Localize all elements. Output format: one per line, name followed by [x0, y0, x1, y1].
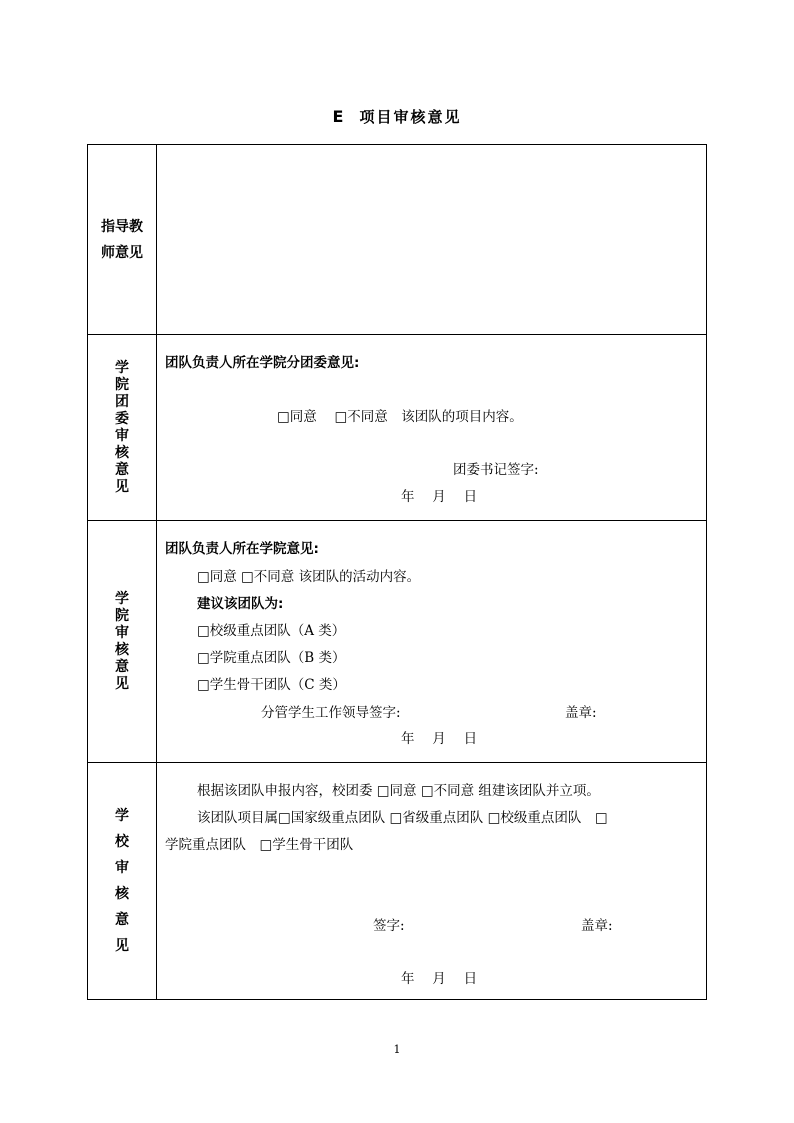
college-signature: 分管学生工作领导签字: — [261, 705, 401, 721]
review-form-table — [87, 144, 707, 1000]
college-row — [88, 521, 707, 763]
teacher-label — [88, 214, 156, 266]
college-option-a[interactable]: □校级重点团队（A 类） — [197, 623, 346, 639]
youth-league-row — [88, 335, 707, 521]
school-line2[interactable]: 该团队项目属□国家级重点团队 □省级重点团队 □校级重点团队 □ — [197, 810, 608, 826]
page-number: 1 — [393, 1043, 401, 1056]
youth-league-signature: 团委书记签字: — [453, 462, 539, 478]
college-option-c[interactable]: □学生骨干团队（C 类） — [197, 677, 346, 693]
school-line3[interactable]: 学院重点团队 □学生骨干团队 — [165, 837, 354, 853]
teacher-label-line2: 师意见 — [101, 244, 143, 261]
appendix-letter: E — [332, 107, 346, 126]
youth-league-opinion-cell — [157, 335, 707, 521]
college-opinion-cell — [157, 521, 707, 763]
school-seal: 盖章: — [581, 918, 613, 934]
college-date: 年 月 日 — [401, 731, 478, 747]
college-seal: 盖章: — [565, 705, 597, 721]
school-signature: 签字: — [373, 918, 405, 934]
school-label-cell — [88, 763, 157, 1000]
school-label: 学校审核意见 — [115, 808, 129, 954]
teacher-label-cell — [88, 145, 157, 335]
college-choice[interactable]: □同意 □不同意 该团队的活动内容。 — [197, 569, 421, 585]
youth-league-label: 学院团委审核意见 — [115, 359, 129, 495]
school-line1[interactable]: 根据该团队申报内容，校团委 □同意 □不同意 组建该团队并立项。 — [197, 783, 600, 799]
school-row — [88, 763, 707, 1000]
teacher-opinion-field[interactable] — [157, 145, 707, 335]
youth-league-heading: 团队负责人所在学院分团委意见: — [165, 355, 360, 371]
college-label: 学院审核意见 — [115, 590, 129, 692]
page-title — [0, 106, 794, 127]
youth-league-label-cell — [88, 335, 157, 521]
school-date: 年 月 日 — [401, 971, 478, 987]
title-text: 项目审核意见 — [359, 108, 462, 126]
college-suggest: 建议该团队为: — [197, 596, 284, 612]
youth-league-date: 年 月 日 — [401, 489, 478, 505]
school-opinion-cell — [157, 763, 707, 1000]
teacher-label-line1: 指导教 — [101, 218, 143, 235]
college-option-b[interactable]: □学院重点团队（B 类） — [197, 650, 346, 666]
college-heading: 团队负责人所在学院意见: — [165, 541, 319, 557]
college-label-cell — [88, 521, 157, 763]
teacher-row — [88, 145, 707, 335]
youth-league-choice[interactable]: □同意 □不同意 该团队的项目内容。 — [277, 409, 523, 425]
